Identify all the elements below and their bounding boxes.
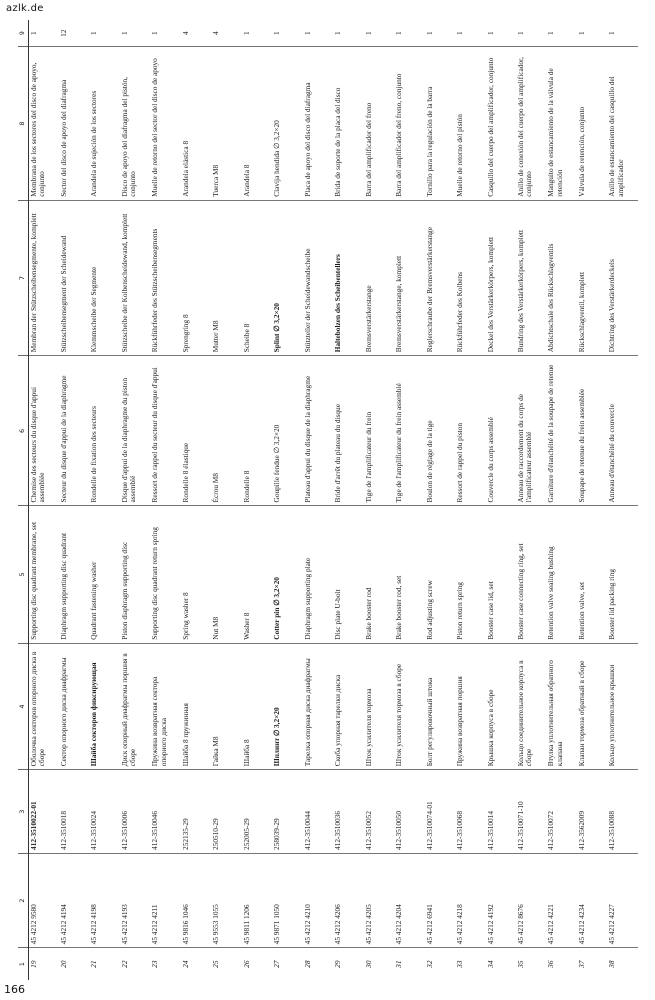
english-name-cell: Quadrant fastening washer	[89, 506, 119, 643]
table-row	[394, 20, 424, 980]
spanish-name-cell: Arandela 8	[242, 47, 272, 200]
part-number-cell: 412-3510022-01	[29, 770, 59, 854]
german-name-cell: Bremsverstärkerstange	[364, 200, 394, 356]
table-row	[303, 20, 333, 980]
quantity-cell: 1	[394, 31, 404, 36]
catalog-number-cell: 45 9816 1046	[181, 853, 211, 947]
page-number: 166	[4, 983, 25, 996]
quantity-cell: 1	[333, 31, 343, 36]
quantity-cell: 1	[607, 31, 617, 36]
column-header-1: 1	[18, 948, 29, 980]
part-number-cell: 412-3510018	[59, 770, 89, 854]
table-row	[211, 20, 241, 980]
quantity-cell: 1	[363, 31, 373, 36]
column-header-8: 8	[18, 47, 29, 200]
quantity-cell: 1	[546, 31, 556, 36]
position-cell: 33	[455, 948, 485, 980]
catalog-number-cell: 45 4212 4221	[546, 853, 576, 947]
quantity-cell: 4	[211, 31, 221, 36]
catalog-number-cell: 45 4212 4218	[455, 853, 485, 947]
english-name-cell: Diaphragm supporting disc quadrant	[59, 506, 89, 643]
parts-table	[18, 20, 638, 980]
quantity-cell: 1	[241, 31, 251, 36]
russian-name-cell: Скоба упорная тарелки диска	[333, 643, 363, 770]
catalog-number-cell: 45 9871 1050	[272, 853, 302, 947]
russian-name-cell: Втулка уплотнительная обратного клапана	[546, 643, 576, 770]
parts-table-rotated	[18, 20, 638, 980]
english-name-cell: Piston return spring	[455, 506, 485, 643]
column-header-2: 2	[18, 853, 29, 947]
position-cell: 29	[333, 948, 363, 980]
position-cell: 19	[29, 948, 59, 980]
position-cell: 37	[577, 948, 607, 980]
quantity-cell: 1	[89, 31, 99, 36]
table-row	[120, 20, 150, 980]
part-number-cell: 412-3510074-01	[425, 770, 455, 854]
french-name-cell: Secteur du disque d'appui de la diaphragme	[59, 356, 89, 506]
quantity-cell: 1	[576, 31, 586, 36]
french-name-cell: Chemise des secteurs du disque d'appui assemblée	[29, 356, 59, 506]
quantity-cell: 1	[455, 31, 465, 36]
position-cell: 20	[59, 948, 89, 980]
table-row	[333, 20, 363, 980]
catalog-number-cell: 45 4212 4227	[607, 853, 638, 947]
german-name-cell: Mutter M8	[211, 200, 241, 356]
position-cell: 30	[364, 948, 394, 980]
quantity-cell: 1	[485, 31, 495, 36]
english-name-cell: Retention valve sealing bushing	[546, 506, 576, 643]
german-name-cell: Stützscheibensegment der Scheidewand	[59, 200, 89, 356]
russian-name-cell: Шплинт ∅ 3,2×20	[272, 643, 302, 770]
french-name-cell: Ressort de rappel du secteur du disque d'appui	[150, 356, 180, 506]
catalog-number-cell: 45 4212 4192	[486, 853, 516, 947]
spanish-name-cell: Tornillo para la regulación de la barra	[425, 47, 455, 200]
catalog-number-cell: 45 4212 4206	[333, 853, 363, 947]
position-cell: 24	[181, 948, 211, 980]
quantity-cell: 1	[424, 31, 434, 36]
catalog-number-cell: 45 4212 4234	[577, 853, 607, 947]
russian-name-cell: Тарелка опорная диска диафрагмы	[303, 643, 333, 770]
german-name-cell: Membran der Stützscheibensegmente, komplett	[29, 200, 59, 356]
position-cell: 31	[394, 948, 424, 980]
spanish-name-cell: Casquillo del cuerpo del amplificador, conjunto	[486, 47, 516, 200]
german-name-cell: Splint ∅ 3,2×20	[272, 200, 302, 356]
quantity-cell: 1	[272, 31, 282, 36]
spanish-name-cell: Barra del amplificador del freno, conjunto	[394, 47, 424, 200]
spanish-name-cell: Barra del amplificador del freno	[364, 47, 394, 200]
english-name-cell: Disc plate U-bolt	[333, 506, 363, 643]
part-number-cell: 412-3510006	[120, 770, 150, 854]
table-row	[89, 20, 119, 980]
spanish-name-cell: Placa de apoyo del disco del diafragma	[303, 47, 333, 200]
part-number-cell: 412-3510050	[394, 770, 424, 854]
spanish-name-cell: Tuerca M8	[211, 47, 241, 200]
english-name-cell: Piston diaphragm supporting disc	[120, 506, 150, 643]
german-name-cell: Scheibe 8	[242, 200, 272, 356]
catalog-number-cell: 45 4212 4211	[150, 853, 180, 947]
part-number-cell: 412-3510088	[607, 770, 638, 854]
russian-name-cell: Сектор опорного диска диафрагмы	[59, 643, 89, 770]
catalog-number-cell: 45 9811 1206	[242, 853, 272, 947]
catalog-number-cell: 45 9553 1055	[211, 853, 241, 947]
table-row	[486, 20, 516, 980]
position-cell: 27	[272, 948, 302, 980]
english-name-cell: Booster case connecting ring, set	[516, 506, 546, 643]
french-name-cell: Bride d'arrêt du plateau du disque	[333, 356, 363, 506]
english-name-cell: Cotter pin ∅ 3,2×20	[272, 506, 302, 643]
russian-name-cell: Крышка корпуса в сборе	[486, 643, 516, 770]
position-cell: 25	[211, 948, 241, 980]
column-header-3: 3	[18, 770, 29, 854]
spanish-name-cell: Manguito de estancamiento de la válvula de retención	[546, 47, 576, 200]
russian-name-cell: Пружина возвратная сектора опорного диска	[150, 643, 180, 770]
part-number-cell: 252135-29	[181, 770, 211, 854]
spanish-name-cell: Clavija hendida ∅ 3,2×20	[272, 47, 302, 200]
russian-name-cell: Кольцо уплотнительное крышки	[607, 643, 638, 770]
german-name-cell: Rückführfeder des Kolbens	[455, 200, 485, 356]
german-name-cell: Bundring des Verstärkerkörpers, komplett	[516, 200, 546, 356]
english-name-cell: Booster case lid, set	[486, 506, 516, 643]
english-name-cell: Brake booster rod	[364, 506, 394, 643]
french-name-cell: Boulon de réglage de la tige	[425, 356, 455, 506]
quantity-cell: 1	[29, 31, 38, 36]
catalog-number-cell: 45 4212 4205	[364, 853, 394, 947]
german-name-cell: Bremsverstärkerstange, komplett	[394, 200, 424, 356]
french-name-cell: Plateau d'appui du disque de la diaphragme	[303, 356, 333, 506]
french-name-cell: Couvercle du corps assemblé	[486, 356, 516, 506]
part-number-cell: 250510-29	[211, 770, 241, 854]
french-name-cell: Ressort de rappel du piston	[455, 356, 485, 506]
catalog-number-cell: 45 4212 4210	[303, 853, 333, 947]
position-cell: 21	[89, 948, 119, 980]
column-header-9: 9	[18, 20, 29, 47]
russian-name-cell: Болт регулировочный штока	[425, 643, 455, 770]
spanish-name-cell: Sector del disco de apoyo del diafragma	[59, 47, 89, 200]
table-row	[364, 20, 394, 980]
french-name-cell: Rondelle de fixation des secteurs	[89, 356, 119, 506]
spanish-name-cell: Anillo de conexión del cuerpo del amplificador, conjunto	[516, 47, 546, 200]
column-header-4: 4	[18, 643, 29, 770]
french-name-cell: Disque d'appui de la diaphragme du piston assemblé	[120, 356, 150, 506]
quantity-cell: 1	[516, 31, 525, 36]
russian-name-cell: Шайба 8 пружинная	[181, 643, 211, 770]
russian-name-cell: Диск опорный диафрагмы поршня в сборе	[120, 643, 150, 770]
german-name-cell: Stützteller der Scheidewandscheibe	[303, 200, 333, 356]
french-name-cell: Tige de l'amplificateur du frein	[364, 356, 394, 506]
table-row	[242, 20, 272, 980]
table-row	[577, 20, 607, 980]
catalog-number-cell: 45 4212 4198	[89, 853, 119, 947]
spanish-name-cell: Muelle de retorno del pistón	[455, 47, 485, 200]
table-row	[455, 20, 485, 980]
part-number-cell: 412-3510044	[303, 770, 333, 854]
catalog-number-cell: 45 4212 9580	[29, 853, 59, 947]
english-name-cell: Rod adjusting screw	[425, 506, 455, 643]
quantity-cell: 1	[302, 31, 312, 36]
russian-name-cell: Оболочка секторов опорного диска в сборе	[29, 643, 59, 770]
french-name-cell: Anneau d'étanchéité du couvercle	[607, 356, 638, 506]
part-number-cell: 412-3510046	[150, 770, 180, 854]
french-name-cell: Anneau de raccordement du corps de l'amplificateur assemblé	[516, 356, 546, 506]
column-header-5: 5	[18, 506, 29, 643]
table-row	[607, 20, 638, 980]
russian-name-cell: Шайба секторов фиксирующая	[89, 643, 119, 770]
spanish-name-cell: Muelle de retorno del sector del disco de apoyo	[150, 47, 180, 200]
spanish-name-cell: Brida de soporte de la placa del disco	[333, 47, 363, 200]
french-name-cell: Tige de l'amplificateur du frein assemblé	[394, 356, 424, 506]
spanish-name-cell: Anillo de estancamiento del casquillo del amplificador	[607, 47, 638, 200]
french-name-cell: Garniture d'étanchéité de la soupape de retenue	[546, 356, 576, 506]
english-name-cell: Washer 8	[242, 506, 272, 643]
german-name-cell: Rückschlagventil, komplett	[577, 200, 607, 356]
french-name-cell: Soupape de retenue du frein assemblée	[577, 356, 607, 506]
part-number-cell: 412-3510072	[546, 770, 576, 854]
german-name-cell: Dichtring des Verstärkerdeckels	[607, 200, 638, 356]
english-name-cell: Spring washer 8	[181, 506, 211, 643]
table-row	[29, 20, 59, 980]
catalog-number-cell: 45 4212 4193	[120, 853, 150, 947]
english-name-cell: Supporting disc quadrant membrane, set	[29, 506, 59, 643]
english-name-cell: Brake booster rod, set	[394, 506, 424, 643]
position-cell: 23	[150, 948, 180, 980]
catalog-number-cell: 45 4212 6941	[425, 853, 455, 947]
column-header-row	[18, 20, 29, 980]
russian-name-cell: Шток усилителя тормоза	[364, 643, 394, 770]
quantity-cell: 1	[150, 31, 160, 36]
english-name-cell: Nut M8	[211, 506, 241, 643]
column-header-7: 7	[18, 200, 29, 356]
part-number-cell: 412-3510052	[364, 770, 394, 854]
part-number-cell: 412-3510071-10	[516, 770, 546, 854]
spanish-name-cell: Válvula de retención, conjunto	[577, 47, 607, 200]
part-number-cell: 252005-29	[242, 770, 272, 854]
site-watermark: azlk.de	[6, 3, 44, 14]
catalog-number-cell: 45 4212 8676	[516, 853, 546, 947]
german-name-cell: Abdichtschale des Rückschlagventils	[546, 200, 576, 356]
table-row	[546, 20, 576, 980]
russian-name-cell: Гайка М8	[211, 643, 241, 770]
russian-name-cell: Пружина возвратная поршня	[455, 643, 485, 770]
quantity-cell: 4	[180, 31, 190, 36]
table-row	[150, 20, 180, 980]
part-number-cell: 258039-29	[272, 770, 302, 854]
position-cell: 35	[516, 948, 546, 980]
part-number-cell: 412-3510024	[89, 770, 119, 854]
russian-name-cell: Кольцо соединительное корпуса в сборе	[516, 643, 546, 770]
table-row	[425, 20, 455, 980]
german-name-cell: Haltebolzen des Scheibentellers	[333, 200, 363, 356]
russian-name-cell: Клапан тормоза обратный в сборе	[577, 643, 607, 770]
spanish-name-cell: Arandela elástica 8	[181, 47, 211, 200]
table-row	[181, 20, 211, 980]
french-name-cell: Rondelle 8	[242, 356, 272, 506]
english-name-cell: Retention valve, set	[577, 506, 607, 643]
spanish-name-cell: Disco de apoyo del diafragma del pistón, conjunto	[120, 47, 150, 200]
position-cell: 32	[425, 948, 455, 980]
position-cell: 26	[242, 948, 272, 980]
russian-name-cell: Шток усилителя тормоза в сборе	[394, 643, 424, 770]
spanish-name-cell: Arandela de sujeción de los sectores	[89, 47, 119, 200]
part-number-cell: 412-3510068	[455, 770, 485, 854]
catalog-number-cell: 45 4212 4194	[59, 853, 89, 947]
french-name-cell: Goupille fendue ∅ 3,2×20	[272, 356, 302, 506]
part-number-cell: 412-3510014	[486, 770, 516, 854]
part-number-cell: 412-3562009	[577, 770, 607, 854]
german-name-cell: Klemmscheibe der Segmente	[89, 200, 119, 356]
english-name-cell: Supporting disc quadrant return spring	[150, 506, 180, 643]
position-cell: 38	[607, 948, 638, 980]
table-row	[59, 20, 89, 980]
spanish-name-cell: Membrana de los sectores del disco de apoyo, conjunto	[29, 47, 59, 200]
german-name-cell: Deckel des Verstärkerkörpers, komplett	[486, 200, 516, 356]
catalog-number-cell: 45 4212 4204	[394, 853, 424, 947]
table-row	[272, 20, 302, 980]
german-name-cell: Stützscheibe der Kolbenscheidewand, komplett	[120, 200, 150, 356]
table-row	[516, 20, 546, 980]
position-cell: 28	[303, 948, 333, 980]
german-name-cell: Reglerschraube der Bremsverstärkerstange	[425, 200, 455, 356]
quantity-cell: 12	[58, 29, 68, 37]
french-name-cell: Rondelle 8 élastique	[181, 356, 211, 506]
french-name-cell: Écrou M8	[211, 356, 241, 506]
quantity-cell: 1	[119, 31, 129, 36]
table-body	[29, 20, 639, 980]
russian-name-cell: Шайба 8	[242, 643, 272, 770]
position-cell: 34	[486, 948, 516, 980]
english-name-cell: Diaphragm supporting plate	[303, 506, 333, 643]
english-name-cell: Booster lid packing ring	[607, 506, 638, 643]
part-number-cell: 412-3510036	[333, 770, 363, 854]
position-cell: 22	[120, 948, 150, 980]
position-cell: 36	[546, 948, 576, 980]
german-name-cell: Sprengring 8	[181, 200, 211, 356]
column-header-6: 6	[18, 356, 29, 506]
german-name-cell: Rückführfeder des Stützscheibensegments	[150, 200, 180, 356]
